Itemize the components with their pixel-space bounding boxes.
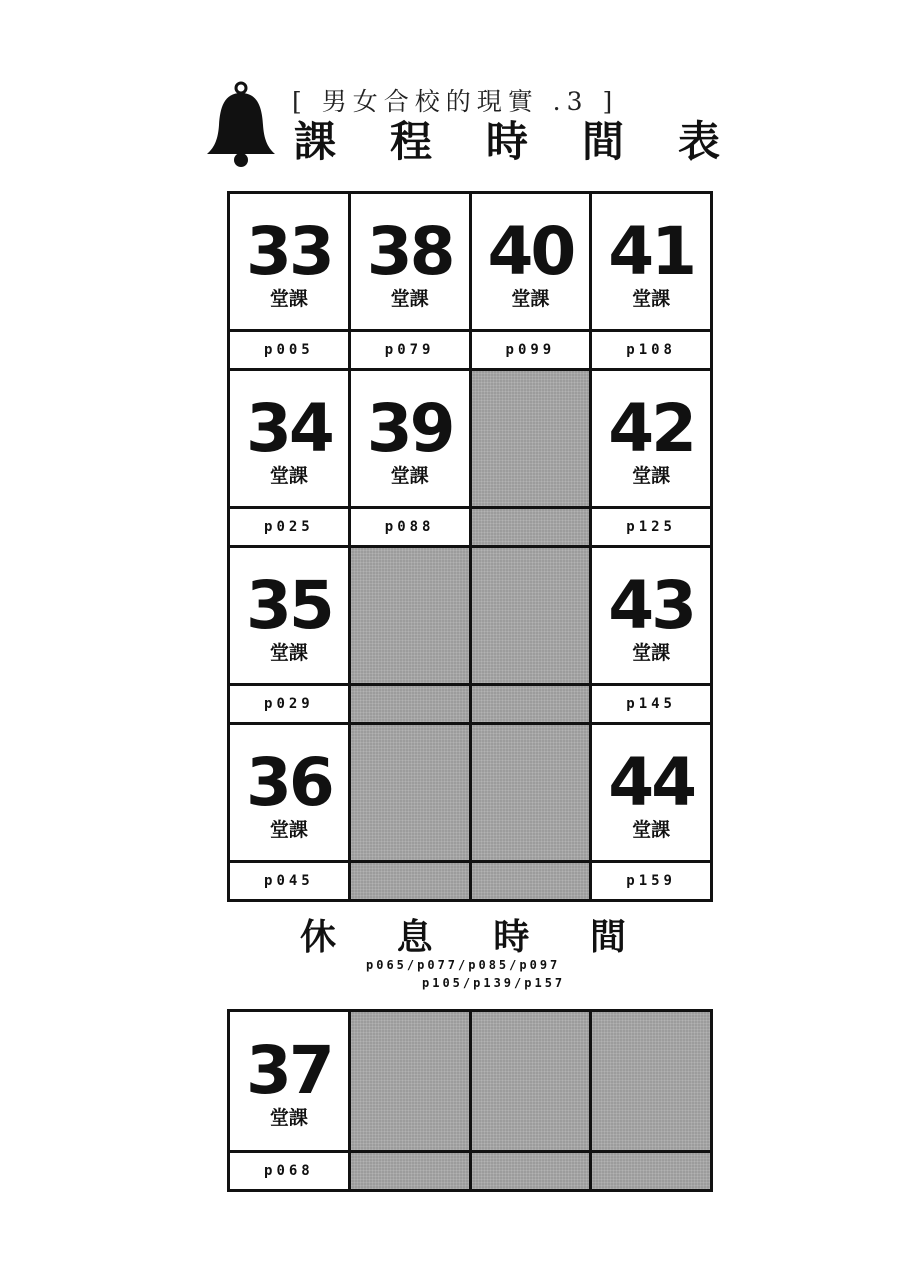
volume-subtitle: [ 男女合校的現實 .3 ]	[292, 87, 619, 116]
title-char: 課	[294, 117, 337, 166]
page-number: p079	[351, 329, 469, 368]
empty-cell	[472, 548, 590, 722]
lesson-cell	[230, 1012, 348, 1189]
page-number: p068	[230, 1150, 348, 1189]
lesson-label: 堂課	[632, 464, 671, 487]
lesson-cell	[592, 194, 710, 368]
page-number: p159	[592, 860, 710, 899]
lesson-label: 堂課	[632, 818, 671, 841]
page-number: p088	[351, 506, 469, 545]
empty-cell	[472, 725, 590, 899]
lesson-cell	[230, 725, 348, 899]
page-number: p108	[592, 329, 710, 368]
empty-cell	[472, 371, 590, 545]
lesson-cell	[230, 371, 348, 545]
break-title-char: 間	[589, 916, 626, 958]
lesson-number: 38	[366, 212, 453, 290]
page-number: p029	[230, 683, 348, 722]
lesson-cell	[351, 194, 469, 368]
lesson-label: 堂課	[632, 287, 671, 310]
lesson-label: 堂課	[269, 464, 308, 487]
lesson-label: 堂課	[269, 1107, 308, 1129]
lesson-cell	[351, 371, 469, 545]
empty-cell	[351, 548, 469, 722]
lesson-number: 41	[608, 212, 695, 290]
lesson-number: 42	[608, 389, 695, 467]
lesson-cell	[230, 548, 348, 722]
lesson-label: 堂課	[269, 287, 308, 310]
lesson-cell	[592, 371, 710, 545]
bell-icon	[204, 80, 278, 170]
lesson-label: 堂課	[390, 287, 429, 310]
page-number: p025	[230, 506, 348, 545]
empty-cell	[351, 725, 469, 899]
page-title	[294, 114, 720, 164]
title-char: 程	[389, 117, 432, 166]
empty-cell	[351, 1012, 469, 1189]
lesson-number: 35	[245, 566, 332, 644]
lesson-label: 堂課	[511, 287, 550, 310]
page-number: p005	[230, 329, 348, 368]
break-pages-line: p065/p077/p085/p097	[366, 958, 561, 972]
lesson-number: 34	[245, 389, 332, 467]
title-char: 表	[677, 117, 720, 166]
lesson-label: 堂課	[390, 464, 429, 487]
lesson-cell	[592, 725, 710, 899]
lesson-number: 37	[245, 1032, 332, 1109]
lesson-number: 40	[487, 212, 574, 290]
lesson-cell	[472, 194, 590, 368]
lesson-number: 43	[608, 566, 695, 644]
title-char: 時	[485, 117, 528, 166]
timetable-grid	[227, 191, 713, 902]
lesson-label: 堂課	[632, 641, 671, 664]
lesson-number: 36	[245, 743, 332, 821]
lesson-cell	[230, 194, 348, 368]
lesson-number: 33	[245, 212, 332, 290]
break-title-char: 息	[396, 916, 433, 958]
timetable-grid-bottom	[227, 1009, 713, 1192]
break-pages	[366, 956, 666, 992]
page-number: p145	[592, 683, 710, 722]
page-number: p045	[230, 860, 348, 899]
break-time-title	[300, 912, 626, 956]
empty-cell	[472, 1012, 590, 1189]
lesson-label: 堂課	[269, 818, 308, 841]
break-title-char: 時	[493, 916, 530, 958]
lesson-cell	[592, 548, 710, 722]
lesson-number: 44	[608, 743, 695, 821]
lesson-label: 堂課	[269, 641, 308, 664]
break-title-char: 休	[300, 916, 337, 958]
break-pages-line: p105/p139/p157	[422, 976, 566, 990]
lesson-number: 39	[366, 389, 453, 467]
title-char: 間	[581, 117, 624, 166]
page-number: p099	[472, 329, 590, 368]
page-number: p125	[592, 506, 710, 545]
empty-cell	[592, 1012, 710, 1189]
